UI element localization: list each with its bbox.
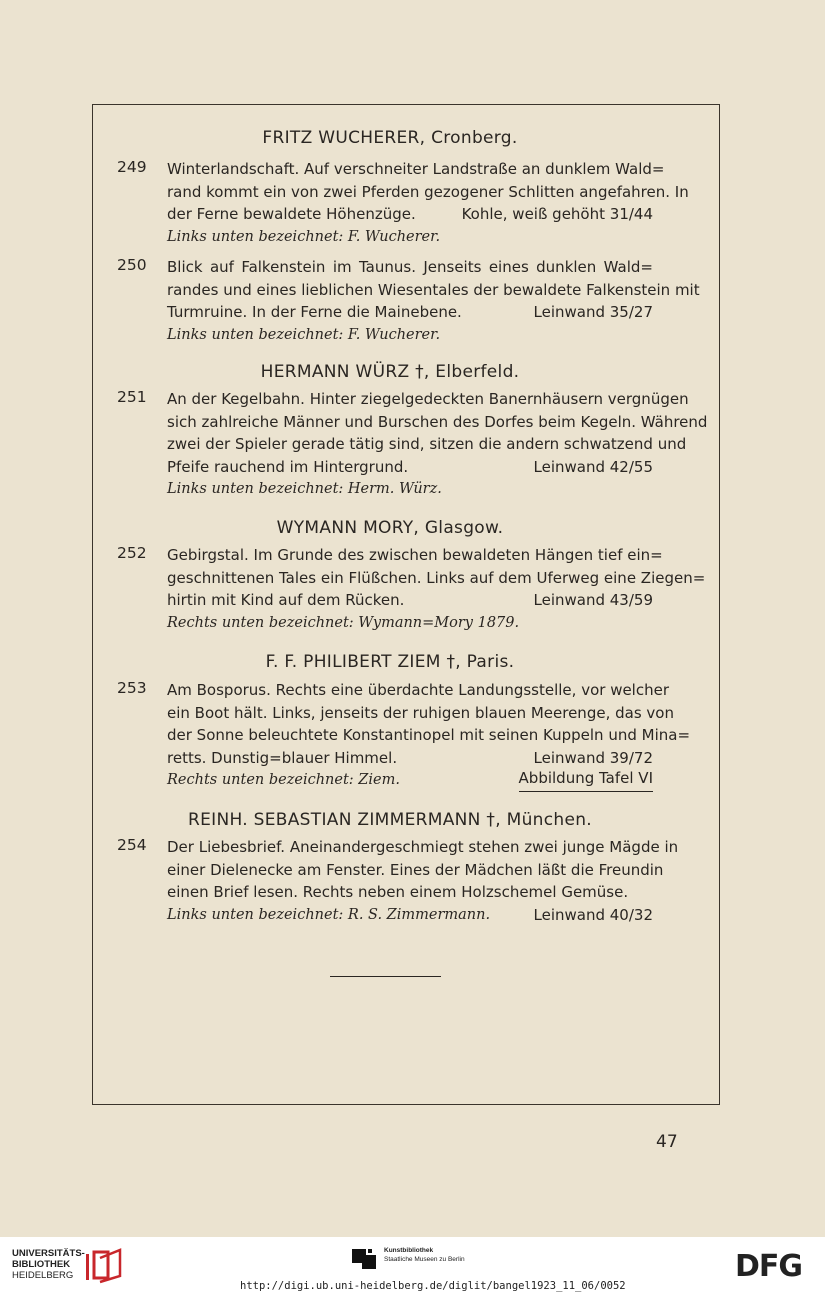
library-emblem-icon	[84, 1248, 124, 1284]
entry-medium: Leinwand 42/55	[533, 457, 653, 476]
library-line: UNIVERSITÄTS-	[12, 1248, 85, 1259]
entry-number: 249	[117, 158, 147, 176]
entry-number: 252	[117, 544, 147, 562]
entry-signature: Rechts unten bezeichnet: Ziem.	[167, 772, 400, 788]
entry-line: retts. Dunstig=blauer Himmel.	[167, 748, 398, 767]
entry-line: Blick auf Falkenstein im Taunus. Jenseits eines dunklen Wald=	[167, 258, 653, 276]
entry-line: einen Brief lesen. Rechts neben einem Holzschemel Gemüse.	[167, 883, 629, 901]
dfg-logo[interactable]: DFG	[735, 1249, 803, 1284]
artist-heading: REINH. SEBASTIAN ZIMMERMANN †, München.	[187, 810, 592, 830]
entry-line: Turmruine. In der Ferne die Mainebene.	[167, 303, 462, 321]
entry-number: 253	[117, 679, 147, 697]
entry-signature: Links unten bezeichnet: Herm. Würz.	[167, 481, 442, 497]
kb-line: Kunstbibliothek	[384, 1247, 434, 1254]
entry-line: zwei der Spieler gerade tätig sind, sitzen die andern schwatzend und	[167, 435, 687, 453]
entry-medium: Kohle, weiß gehöht 31/44	[461, 205, 653, 223]
plate-reference: Abbildung Tafel VI	[519, 769, 653, 792]
entry-medium: Leinwand 39/72	[533, 748, 653, 767]
heidelberg-library-logo[interactable]	[12, 1248, 124, 1288]
entry-line: hirtin mit Kind auf dem Rücken.	[167, 591, 405, 609]
kunstbibliothek-text	[384, 1247, 465, 1264]
artist-heading: FRITZ WUCHERER, Cronberg.	[262, 128, 518, 148]
entry-line: Gebirgstal. Im Grunde des zwischen bewaldeten Hängen tief ein=	[167, 546, 663, 564]
kunstbibliothek-icon	[352, 1249, 376, 1269]
entry-line: sich zahlreiche Männer und Burschen des Dorfes beim Kegeln. Während	[167, 412, 708, 431]
kb-line: Staatliche Museen zu Berlin	[384, 1255, 465, 1263]
artist-heading: HERMANN WÜRZ †, Elberfeld.	[260, 362, 520, 382]
entry-line: einer Dielenecke am Fenster. Eines der Mädchen läßt die Freundin	[167, 860, 664, 879]
entry-line: rand kommt ein von zwei Pferden gezogener Schlitten angefahren. In	[167, 182, 689, 201]
entry-signature: Links unten bezeichnet: F. Wucherer.	[167, 228, 441, 245]
library-name	[12, 1248, 85, 1281]
page-number: 47	[656, 1132, 678, 1152]
entry-signature: Rechts unten bezeichnet: Wymann=Mory 1879.	[167, 614, 520, 631]
entry-number: 254	[117, 836, 147, 854]
library-line: HEIDELBERG	[12, 1270, 74, 1281]
entry-line: Am Bosporus. Rechts eine überdachte Landungsstelle, vor welcher	[167, 681, 670, 699]
permalink-url[interactable]: http://digi.ub.uni-heidelberg.de/diglit/bangel1923_11_06/0052	[240, 1280, 626, 1292]
end-rule	[330, 976, 441, 977]
entry-line: Winterlandschaft. Auf verschneiter Landstraße an dunklem Wald=	[167, 160, 665, 178]
entry-signature: Links unten bezeichnet: R. S. Zimmermann.	[167, 906, 491, 923]
entry-number: 251	[117, 388, 147, 406]
entry-line: Der Liebesbrief. Aneinandergeschmiegt stehen zwei junge Mägde in	[167, 838, 679, 856]
entry-medium: Leinwand 43/59	[533, 591, 653, 609]
entry-line: randes und eines lieblichen Wiesentales der bewaldete Falkenstein mit	[167, 280, 700, 299]
entry-line: geschnittenen Tales ein Flüßchen. Links auf dem Uferweg eine Ziegen=	[167, 568, 706, 587]
entry-number: 250	[117, 256, 147, 274]
entry-line: Pfeife rauchend im Hintergrund.	[167, 457, 409, 476]
library-line: BIBLIOTHEK	[12, 1259, 71, 1270]
entry-signature: Links unten bezeichnet: F. Wucherer.	[167, 326, 441, 343]
entry-line: der Ferne bewaldete Höhenzüge.	[167, 205, 416, 223]
entry-medium: Leinwand 40/32	[533, 905, 653, 924]
entry-line: ein Boot hält. Links, jenseits der ruhigen blauen Meerenge, das von	[167, 703, 674, 722]
artist-heading: WYMANN MORY, Glasgow.	[276, 518, 504, 538]
entry-medium: Leinwand 35/27	[533, 303, 653, 321]
entry-line: An der Kegelbahn. Hinter ziegelgedeckten Banernhäusern vergnügen	[167, 390, 689, 408]
entry-line: der Sonne beleuchtete Konstantinopel mit seinen Kuppeln und Mina=	[167, 726, 691, 744]
artist-heading: F. F. PHILIBERT ZIEM †, Paris.	[265, 652, 515, 672]
